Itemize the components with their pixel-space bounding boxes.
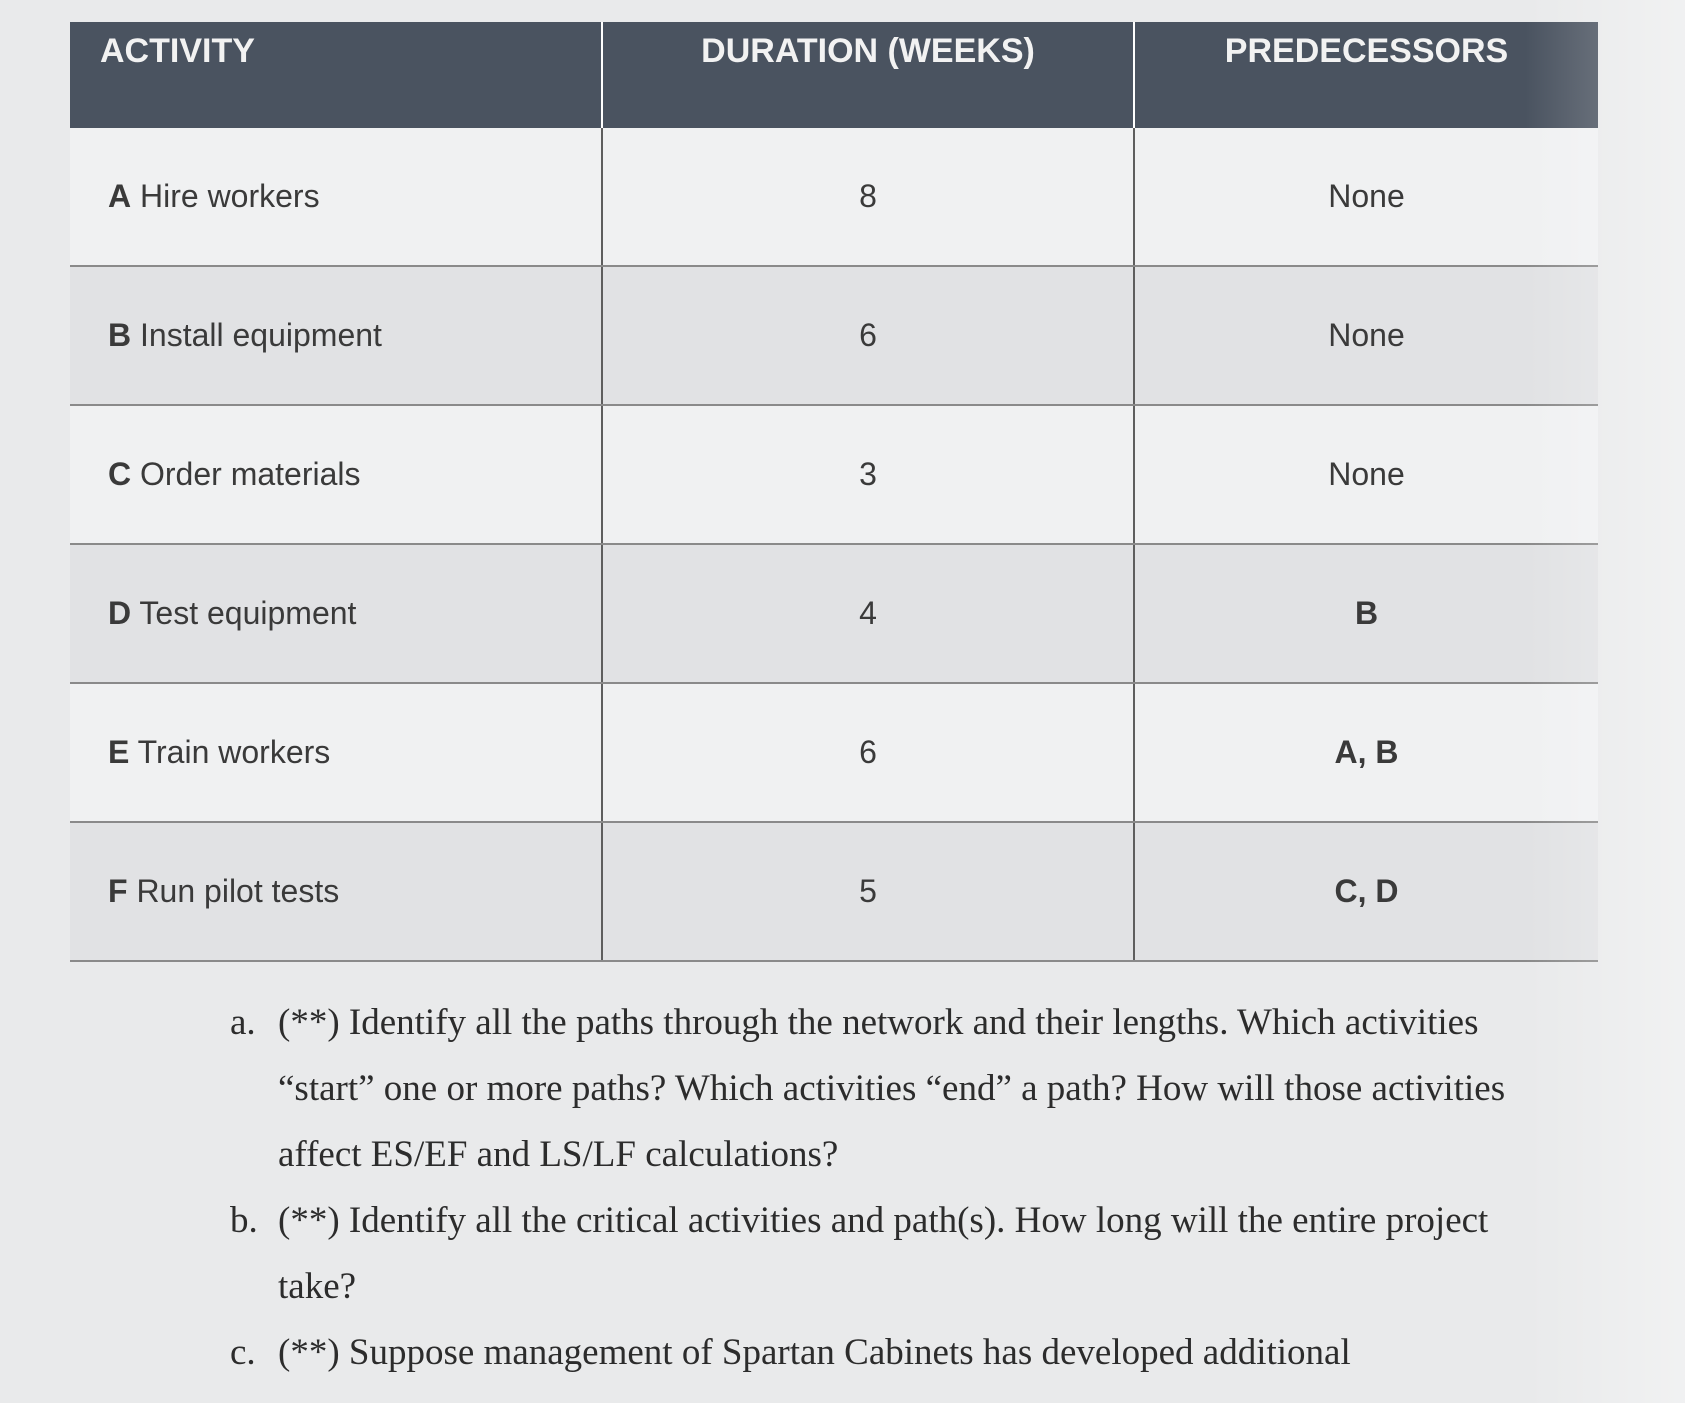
activity-name: Run pilot tests	[136, 873, 340, 909]
table-row	[70, 266, 1598, 405]
predecessors-cell: C, D	[1134, 822, 1598, 961]
header-duration: DURATION (WEEKS)	[602, 22, 1134, 128]
activity-cell	[70, 822, 602, 961]
question-b	[230, 1188, 1550, 1320]
activity-cell	[70, 266, 602, 405]
activity-cell	[70, 128, 602, 266]
activity-name: Train workers	[137, 734, 331, 770]
question-label: b.	[230, 1200, 258, 1241]
duration-cell: 6	[602, 266, 1134, 405]
predecessors-cell: None	[1134, 266, 1598, 405]
question-text: (**) Identify all the critical activities and path(s). How long will the entire project take?	[278, 1200, 1489, 1307]
activity-letter: A	[108, 178, 132, 214]
activity-table	[70, 22, 1598, 962]
table-row	[70, 544, 1598, 683]
question-list	[230, 990, 1550, 1386]
predecessors-cell: None	[1134, 405, 1598, 544]
activity-letter: F	[108, 873, 128, 909]
table-header-row	[70, 22, 1598, 128]
activity-letter: B	[108, 317, 132, 353]
duration-cell: 6	[602, 683, 1134, 822]
question-text: (**) Identify all the paths through the network and their lengths. Which activities “start” one or more paths? Which activities “end” a path? How will those activities affect ES/EF and LS/LF calculations?	[278, 1002, 1506, 1175]
activity-cell	[70, 405, 602, 544]
question-text: (**) Suppose management of Spartan Cabinets has developed additional	[278, 1332, 1351, 1373]
activity-name: Hire workers	[140, 178, 320, 214]
activity-letter: D	[108, 595, 132, 631]
header-predecessors: PREDECESSORS	[1134, 22, 1598, 128]
table-row	[70, 683, 1598, 822]
question-a	[230, 990, 1550, 1188]
activity-letter: E	[108, 734, 130, 770]
question-label: a.	[230, 1002, 256, 1043]
duration-cell: 4	[602, 544, 1134, 683]
activity-name: Test equipment	[139, 595, 357, 631]
duration-cell: 5	[602, 822, 1134, 961]
activity-cell	[70, 683, 602, 822]
question-label: c.	[230, 1332, 256, 1373]
activity-name: Install equipment	[140, 317, 382, 353]
table-row	[70, 822, 1598, 961]
table-row	[70, 128, 1598, 266]
question-c	[230, 1320, 1550, 1386]
predecessors-cell: None	[1134, 128, 1598, 266]
predecessors-cell: B	[1134, 544, 1598, 683]
activity-name: Order materials	[140, 456, 361, 492]
activity-cell	[70, 544, 602, 683]
duration-cell: 3	[602, 405, 1134, 544]
predecessors-cell: A, B	[1134, 683, 1598, 822]
header-activity: ACTIVITY	[70, 22, 602, 128]
table-row	[70, 405, 1598, 544]
duration-cell: 8	[602, 128, 1134, 266]
activity-letter: C	[108, 456, 132, 492]
